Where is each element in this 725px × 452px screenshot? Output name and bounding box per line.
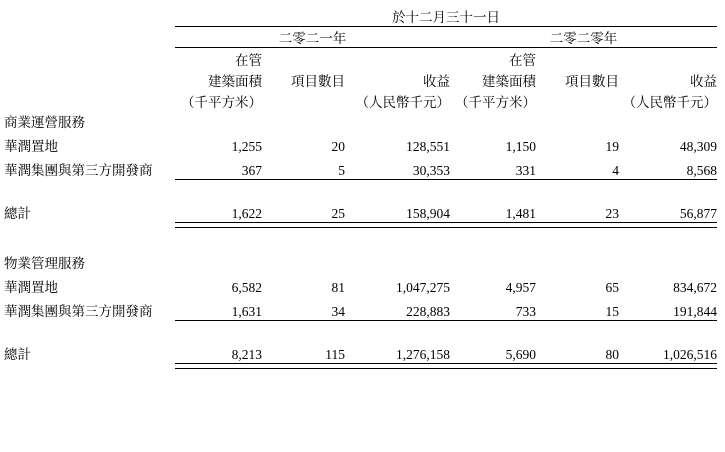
total-2021-revenue: 1,276,158: [396, 346, 450, 362]
table-row: [4, 155, 717, 180]
cell-2021-area: 6,582: [231, 279, 262, 295]
total-2020-revenue: 1,026,516: [663, 346, 717, 362]
cell-2021-count: 34: [262, 296, 345, 321]
header-cols-line3: [4, 90, 717, 111]
spacer-row: [4, 179, 717, 196]
header-year-row: [4, 27, 717, 48]
total-2020-revenue: 56,877: [679, 205, 717, 221]
empty-cell: [4, 320, 717, 337]
col-2021-revenue-line2: 收益: [423, 73, 450, 89]
cell-2021-count: 5: [262, 155, 345, 180]
financial-table: [4, 6, 717, 369]
empty-cell: [4, 227, 717, 252]
total-2020-count: 23: [605, 205, 619, 221]
row-label: 華潤置地: [4, 279, 58, 295]
empty-cell: [4, 90, 175, 111]
empty-cell: [4, 179, 717, 196]
table-row: [4, 296, 717, 321]
col-2021-count-unit: [262, 90, 345, 111]
col-2020-area-line2: 建築面積: [482, 73, 536, 89]
table-row: [4, 272, 717, 296]
cell-2021-count: 81: [331, 279, 345, 295]
header-year-2021: 二零二一年: [175, 27, 450, 48]
empty-cell: [4, 69, 175, 90]
total-label: 總計: [4, 347, 31, 362]
header-cols-line1: [4, 48, 717, 69]
rule-cell: [345, 363, 450, 368]
rule-cell: [175, 363, 262, 368]
col-2020-revenue-line2: 收益: [690, 73, 717, 89]
header-date-title: 於十二月三十一日: [175, 6, 717, 27]
rule-cell: [262, 363, 345, 368]
col-2020-area-unit: （千平方米）: [455, 94, 536, 110]
cell-2021-revenue: 1,047,275: [396, 279, 450, 295]
cell-2021-area: 367: [175, 155, 262, 180]
section-title-row: [4, 111, 717, 131]
cell-2020-area: 331: [450, 155, 536, 180]
empty-cell: [4, 27, 175, 48]
empty-cell: [4, 363, 175, 368]
cell-2020-count: 15: [536, 296, 619, 321]
col-2020-count-unit: [536, 90, 619, 111]
section-title-row: [4, 252, 717, 272]
total-row: [4, 196, 717, 223]
row-label: 華潤集團與第三方開發商: [4, 163, 153, 178]
cell-2020-revenue: 834,672: [673, 279, 717, 295]
cell-2020-count: 4: [536, 155, 619, 180]
cell-2021-revenue: 30,353: [345, 155, 450, 180]
cell-2020-revenue: 48,309: [679, 138, 717, 154]
cell-2021-area: 1,631: [175, 296, 262, 321]
row-label: 華潤置地: [4, 138, 58, 154]
col-2021-area-line1: 在管: [235, 52, 262, 68]
total-row: [4, 337, 717, 364]
cell-2021-revenue: 228,883: [345, 296, 450, 321]
cell-2020-count: 65: [605, 279, 619, 295]
total-2021-area: 1,622: [231, 205, 262, 221]
total-2020-count: 80: [605, 346, 619, 362]
total-2020-area: 1,481: [505, 205, 536, 221]
col-2021-count-line1: [262, 48, 345, 69]
cell-2020-area: 1,150: [505, 138, 536, 154]
cell-2020-revenue: 8,568: [619, 155, 717, 180]
cell-2020-revenue: 191,844: [619, 296, 717, 321]
header-year-2020: 二零二零年: [450, 27, 717, 48]
cell-2020-area: 733: [450, 296, 536, 321]
col-2020-count-line2: 項目數目: [565, 73, 619, 89]
total-underline-row: [4, 363, 717, 368]
header-date-row: [4, 6, 717, 27]
section-title-commercial: 商業運營服務: [4, 114, 85, 130]
cell-2021-count: 20: [331, 138, 345, 154]
total-2021-area: 8,213: [231, 346, 262, 362]
col-2021-revenue-line1: [345, 48, 450, 69]
section-title-property: 物業管理服務: [4, 255, 85, 271]
rule-cell: [450, 363, 536, 368]
cell-2021-area: 1,255: [231, 138, 262, 154]
spacer-row: [4, 320, 717, 337]
empty-cell: [4, 6, 175, 27]
total-2020-area: 5,690: [505, 346, 536, 362]
total-2021-revenue: 158,904: [406, 205, 450, 221]
cell-2020-count: 19: [605, 138, 619, 154]
cell-2020-area: 4,957: [505, 279, 536, 295]
col-2020-revenue-unit: （人民幣千元）: [622, 94, 717, 110]
empty-cell: [4, 48, 175, 69]
empty-cell: [175, 111, 717, 131]
rule-cell: [619, 363, 717, 368]
spacer-row: [4, 227, 717, 252]
col-2020-count-line1: [536, 48, 619, 69]
total-label: 總計: [4, 206, 31, 221]
header-cols-line2: [4, 69, 717, 90]
empty-cell: [175, 252, 717, 272]
table-row: [4, 131, 717, 155]
rule-cell: [536, 363, 619, 368]
cell-2021-revenue: 128,551: [406, 138, 450, 154]
col-2021-area-unit: （千平方米）: [181, 94, 262, 110]
total-2021-count: 115: [325, 346, 345, 362]
row-label: 華潤集團與第三方開發商: [4, 304, 153, 319]
col-2020-revenue-line1: [619, 48, 717, 69]
col-2021-count-line2: 項目數目: [291, 73, 345, 89]
total-2021-count: 25: [331, 205, 345, 221]
col-2021-area-line2: 建築面積: [208, 73, 262, 89]
col-2021-revenue-unit: （人民幣千元）: [355, 94, 450, 110]
col-2020-area-line1: 在管: [509, 52, 536, 68]
